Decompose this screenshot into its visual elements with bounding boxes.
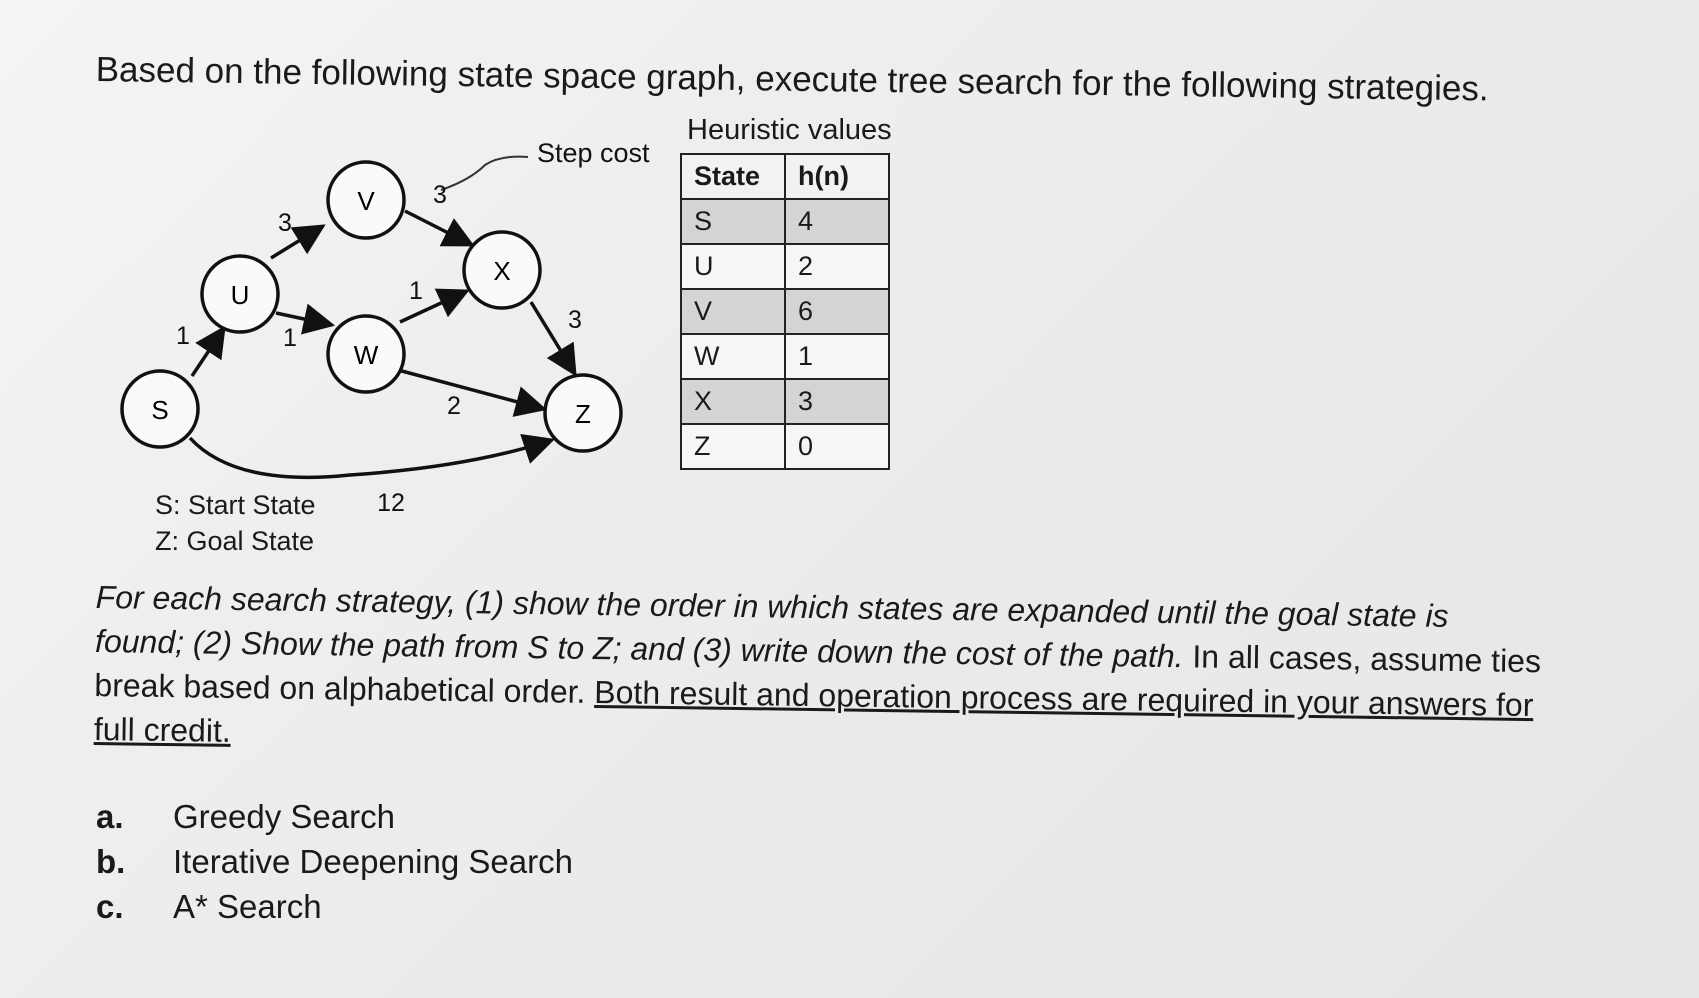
heuristic-table [680,153,890,470]
node-z [545,375,621,451]
instructions-underlined: Both result and operation process are required in your answers for full credit. [93,673,1534,749]
node-x [464,232,540,308]
edge-cost-v-x: 3 [433,181,447,209]
edge-v-x [405,211,472,245]
state-cell: Z [681,424,785,469]
edge-cost-s-u: 1 [176,322,190,350]
legend-goal: Z: Goal State [155,526,315,556]
svg-text:Z: Z [575,399,591,429]
step-cost-label: Step cost [537,138,650,168]
col-state-header: State [681,154,785,199]
table-row [681,379,889,424]
item-letter: c. [96,888,124,925]
item-label: A* Search [173,888,322,925]
table-row [681,334,889,379]
edge-cost-u-w: 1 [283,324,297,352]
table-row [681,199,889,244]
node-w [328,316,404,392]
edge-cost-w-z: 2 [447,392,461,420]
h-cell: 3 [785,379,889,424]
h-cell: 0 [785,424,889,469]
svg-text:S: S [151,395,169,425]
svg-text:V: V [357,186,375,216]
h-cell: 4 [785,199,889,244]
state-cell: U [681,244,785,289]
col-h-header: h(n) [785,154,889,199]
step-cost-pointer [441,157,528,190]
table-row [681,244,889,289]
legend-start: S: Start State [155,490,316,520]
edge-cost-s-z: 12 [377,489,405,517]
edge-s-u [192,328,224,376]
instructions-plain: In all cases, assume ties break based on alphabetical order. [94,638,1542,710]
node-u [202,256,278,332]
edge-cost-x-z: 3 [568,306,582,334]
h-cell: 6 [785,289,889,334]
node-v [328,162,404,238]
table-row [681,424,889,469]
edge-s-z [190,438,552,477]
h-cell: 2 [785,244,889,289]
item-label: Greedy Search [173,798,395,835]
instructions [94,575,1546,771]
heuristic-header-row [681,154,889,199]
state-cell: V [681,289,785,334]
item-label: Iterative Deepening Search [173,843,573,880]
state-cell: W [681,334,785,379]
instructions-italic: For each search strategy, (1) show the order in which states are expanded until the goal state is found; (2) Show the path from S to Z; and (3) write down the cost of the path. [94,578,1449,675]
svg-text:X: X [493,256,511,286]
h-cell: 1 [785,334,889,379]
item-letter: b. [96,843,126,880]
node-s [122,371,198,447]
edge-cost-u-v: 3 [278,209,292,237]
item-letter: a. [96,798,124,835]
edge-w-z [398,370,544,409]
intro-text: Based on the following state space graph, execute tree search for the following strategies. [95,50,1489,109]
svg-text:W: W [353,340,379,370]
heuristic-title: Heuristic values [687,114,892,146]
state-cell: X [681,379,785,424]
edge-cost-w-x: 1 [409,277,423,305]
svg-text:U: U [230,280,250,310]
table-row [681,289,889,334]
state-cell: S [681,199,785,244]
